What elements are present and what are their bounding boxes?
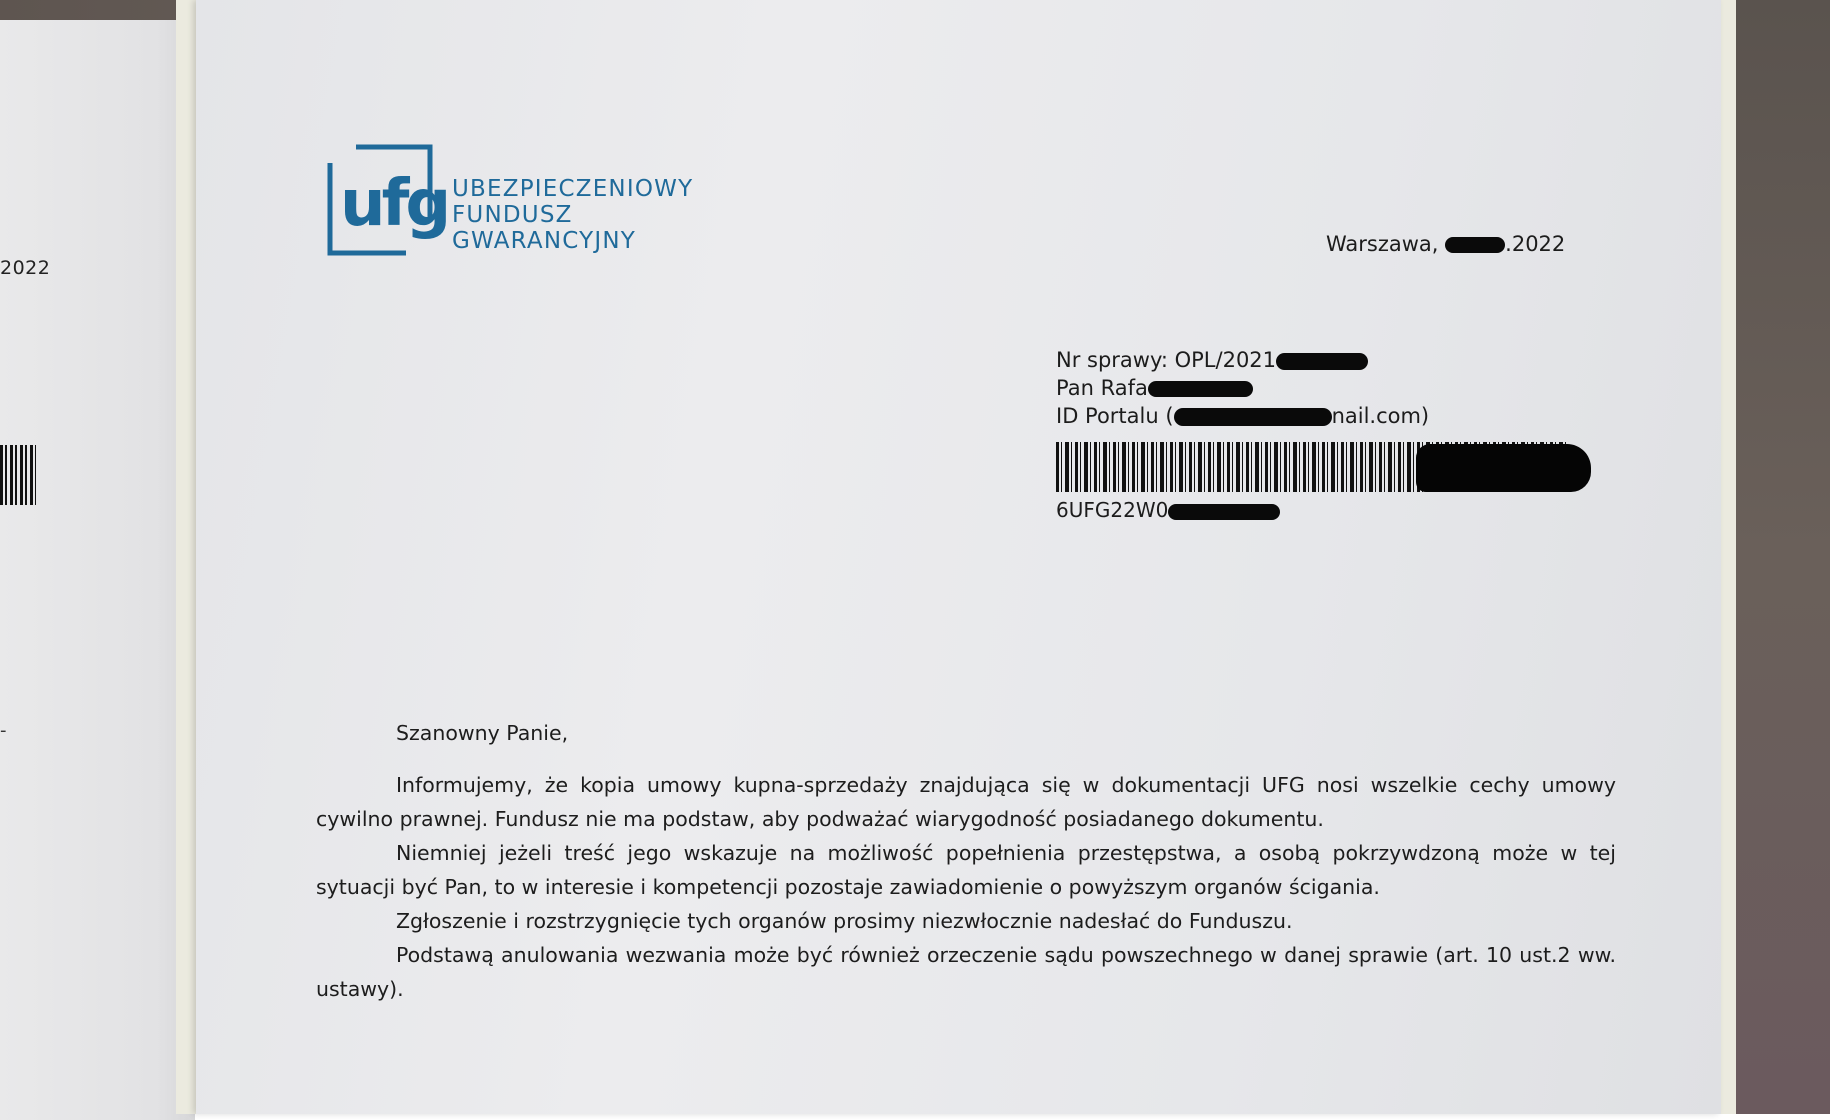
ufg-logo-mark-text: ufg — [340, 167, 448, 241]
logo-line-1: UBEZPIECZENIOWY — [452, 176, 694, 202]
barcode-number-text: 6UFG22W0 — [1056, 498, 1169, 522]
left-background-sheet — [0, 20, 195, 1120]
logo-line-2: FUNDUSZ — [452, 202, 573, 228]
left-sheet-date-fragment: 2022 — [0, 257, 51, 279]
portal-id-line — [1056, 402, 1429, 430]
case-number-label: Nr sprawy: OPL/2021 — [1056, 348, 1277, 372]
left-sheet-barcode-fragment — [0, 445, 36, 505]
recipient-name: Pan Rafa — [1056, 376, 1148, 400]
redacted-day-month — [1445, 237, 1505, 253]
ufg-logo-mark — [326, 143, 448, 257]
redacted-email — [1174, 408, 1332, 426]
logo-line-3: GWARANCYJNY — [452, 228, 636, 254]
left-sheet-dash-fragment: - — [0, 720, 7, 741]
portal-id-suffix: nail.com) — [1331, 404, 1430, 428]
redacted-recipient-name — [1148, 381, 1253, 397]
paragraph-2: Niemniej jeżeli treść jego wskazuje na możliwość popełnienia przestępstwa, a osobą pokrzywdzoną może w tej sytuacji być Pan, to w interesie i kompetencji pozostaje zawiadomienie o powyższym organów ścigania. — [316, 841, 1616, 899]
place-date-line — [1326, 232, 1565, 256]
address-block — [1056, 346, 1429, 430]
ufg-logo-wordmark — [452, 176, 693, 254]
barcode-area — [1056, 442, 1596, 494]
place-label: Warszawa, — [1326, 232, 1446, 256]
case-number-line — [1056, 346, 1429, 374]
salutation: Szanowny Panie, — [396, 721, 569, 745]
recipient-line — [1056, 374, 1429, 402]
barcode-number — [1056, 498, 1280, 522]
letter-sheet — [196, 0, 1721, 1114]
paragraph-4: Podstawą anulowania wezwania może być również orzeczenie sądu powszechnego w danej sprawie (art. 10 ust.2 ww. ustawy). — [316, 943, 1616, 1001]
portal-id-label: ID Portalu ( — [1056, 404, 1174, 428]
redacted-case-number — [1276, 353, 1368, 370]
letter-body — [316, 716, 1616, 1006]
paragraph-3: Zgłoszenie i rozstrzygnięcie tych organów prosimy niezwłocznie nadesłać do Funduszu. — [396, 909, 1293, 933]
redacted-barcode-part — [1416, 444, 1591, 492]
redacted-barcode-number — [1168, 504, 1280, 520]
paragraph-1: Informujemy, że kopia umowy kupna-sprzedaży znajdująca się w dokumentacji UFG nosi wszelkie cechy umowy cywilno prawnej. Fundusz nie ma podstaw, aby podważać wiarygodność posiadanego dokumentu. — [316, 773, 1616, 831]
date-year: .2022 — [1505, 232, 1566, 256]
